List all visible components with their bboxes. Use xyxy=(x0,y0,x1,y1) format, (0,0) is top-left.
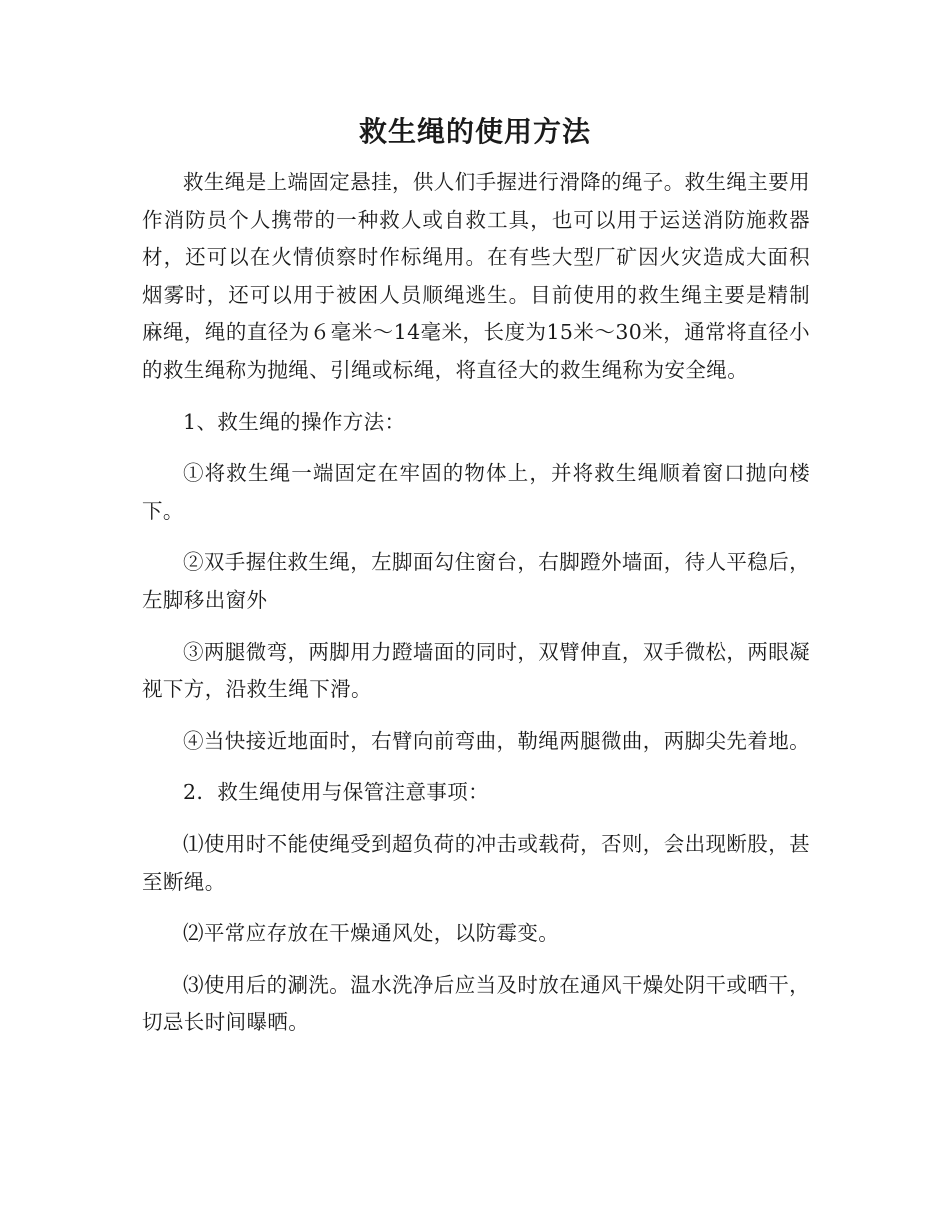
step-1-paragraph: ①将救生绳一端固定在牢固的物体上，并将救生绳顺着窗口抛向楼下。 xyxy=(142,461,810,523)
step-3-paragraph: ③两腿微弯，两脚用力蹬墙面的同时，双臂伸直，双手微松，两眼凝视下方，沿救生绳下滑。 xyxy=(142,639,810,702)
intro-paragraph: 救生绳是上端固定悬挂，供人们手握进行滑降的绳子。救生绳主要用作消防员个人携带的一种救人或自救工具，也可以用于运送消防施救器材，还可以在火情侦察时作标绳用。在有些大型厂矿因火灾造成大面积烟雾时，还可以用于被困人员顺绳逃生。目前使用的救生绳主要是精制麻绳，绳的直径为６毫米～14毫米，长度为15米～30米，通常将直径小的救生绳称为抛绳、引绳或标绳，将直径大的救生绳称为安全绳。 xyxy=(142,170,810,382)
document-body xyxy=(142,164,810,1042)
document-title: 救生绳的使用方法 xyxy=(358,115,591,148)
step-2-paragraph: ②双手握住救生绳，左脚面勾住窗台，右脚蹬外墙面，待人平稳后，左脚移出窗外 xyxy=(142,550,810,612)
precaution-3-paragraph: ⑶使用后的涮洗。温水洗净后应当及时放在通风干燥处阴干或晒干，切忌长时间曝晒。 xyxy=(142,972,810,1035)
precaution-2-paragraph: ⑵平常应存放在干燥通风处，以防霉变。 xyxy=(183,921,560,946)
section-heading-precautions: 2．救生绳使用与保管注意事项： xyxy=(183,780,490,805)
step-4-paragraph: ④当快接近地面时，右臂向前弯曲，勒绳两腿微曲，两脚尖先着地。 xyxy=(183,728,810,753)
precaution-1-paragraph: ⑴使用时不能使绳受到超负荷的冲击或载荷，否则，会出现断股，甚至断绳。 xyxy=(142,831,810,894)
section-heading-operation: 1、救生绳的操作方法： xyxy=(183,409,406,434)
